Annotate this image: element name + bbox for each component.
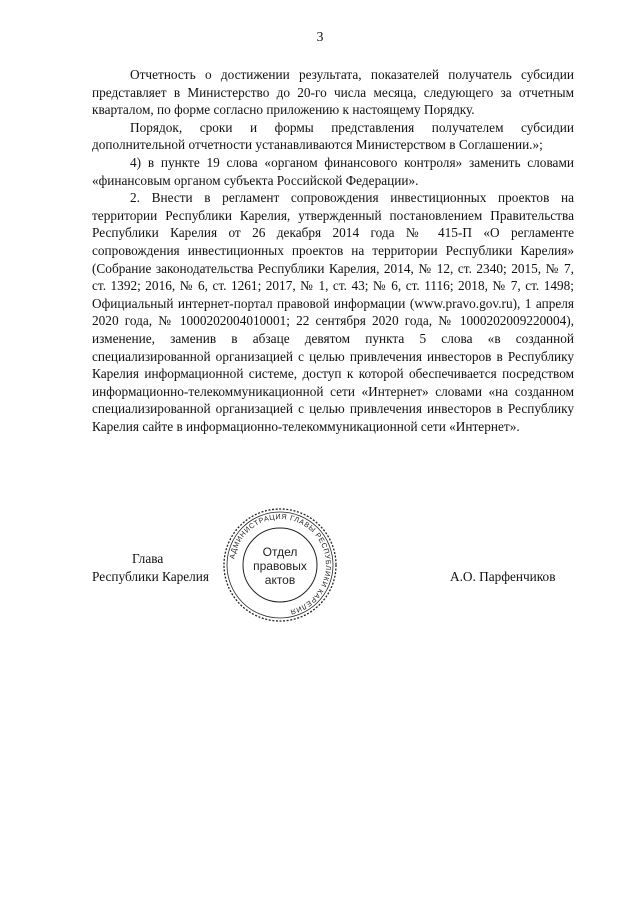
paragraph-item-2: 2. Внести в регламент сопровождения инвестиционных проектов на территории Республики Карелия, утвержденный постановлением Правительства Республики Карелия от 26 декабря 2014 года № 415-П «О регламенте сопровождения инвестиционных проектов на территории Республики Карелия» (Собрание законодательства Республики Карелия, 2014, № 12, ст. 2340; 2015, № 7, ст. 1392; 2016, № 6, ст. 1261; 2017, № 1, ст. 43; № 6, ст. 1116; 2018, № 7, ст. 1498; Официальный интернет-портал правовой информации (www.pravo.gov.ru), 1 апреля 2020 года, № 1000202004010001; 22 сентября 2020 года, № 1000202009220004), изменение, заменив в абзаце девятом пункта 5 слова «в созданной специализированной организацией с целью привлечения инвесторов в Республику Карелия информационной системе, доступ к которой обеспечивается посредством информационно-телекоммуникационной сети «Интернет» словами «на созданном специализированной организацией с целью привлечения инвесторов в Республику Карелия сайте в информационно-телекоммуникационной сети «Интернет».	[92, 190, 574, 434]
paragraph-item-4: 4) в пункте 19 слова «органом финансового контроля» заменить словами «финансовым органом субъекта Российской Федерации».	[92, 154, 574, 188]
signatory-title	[92, 550, 242, 585]
stamp-ring-text: АДМИНИСТРАЦИЯ ГЛАВЫ РЕСПУБЛИКИ КАРЕЛИЯ	[227, 511, 334, 617]
stamp-line2: правовых	[253, 559, 307, 573]
stamp	[221, 506, 339, 624]
signatory-title-line1: Глава	[132, 551, 164, 566]
document-body	[92, 66, 574, 435]
signatory-title-line2: Республики Карелия	[92, 568, 210, 584]
paragraph-procedure: Порядок, сроки и формы представления получателем субсидии дополнительной отчетности устанавливаются Министерством в Соглашении.»;	[92, 119, 574, 153]
stamp-line3: актов	[264, 573, 296, 587]
stamp-line1: Отдел	[262, 545, 298, 559]
paragraph-reporting: Отчетность о достижении результата, показателей получатель субсидии представляет в Министерство до 20-го числа месяца, следующего за отчетным кварталом, по форме согласно приложению к настоящему Порядку.	[92, 67, 574, 118]
page-number: 3	[316, 30, 324, 45]
signatory-name: А.О. Парфенчиков	[450, 569, 556, 584]
